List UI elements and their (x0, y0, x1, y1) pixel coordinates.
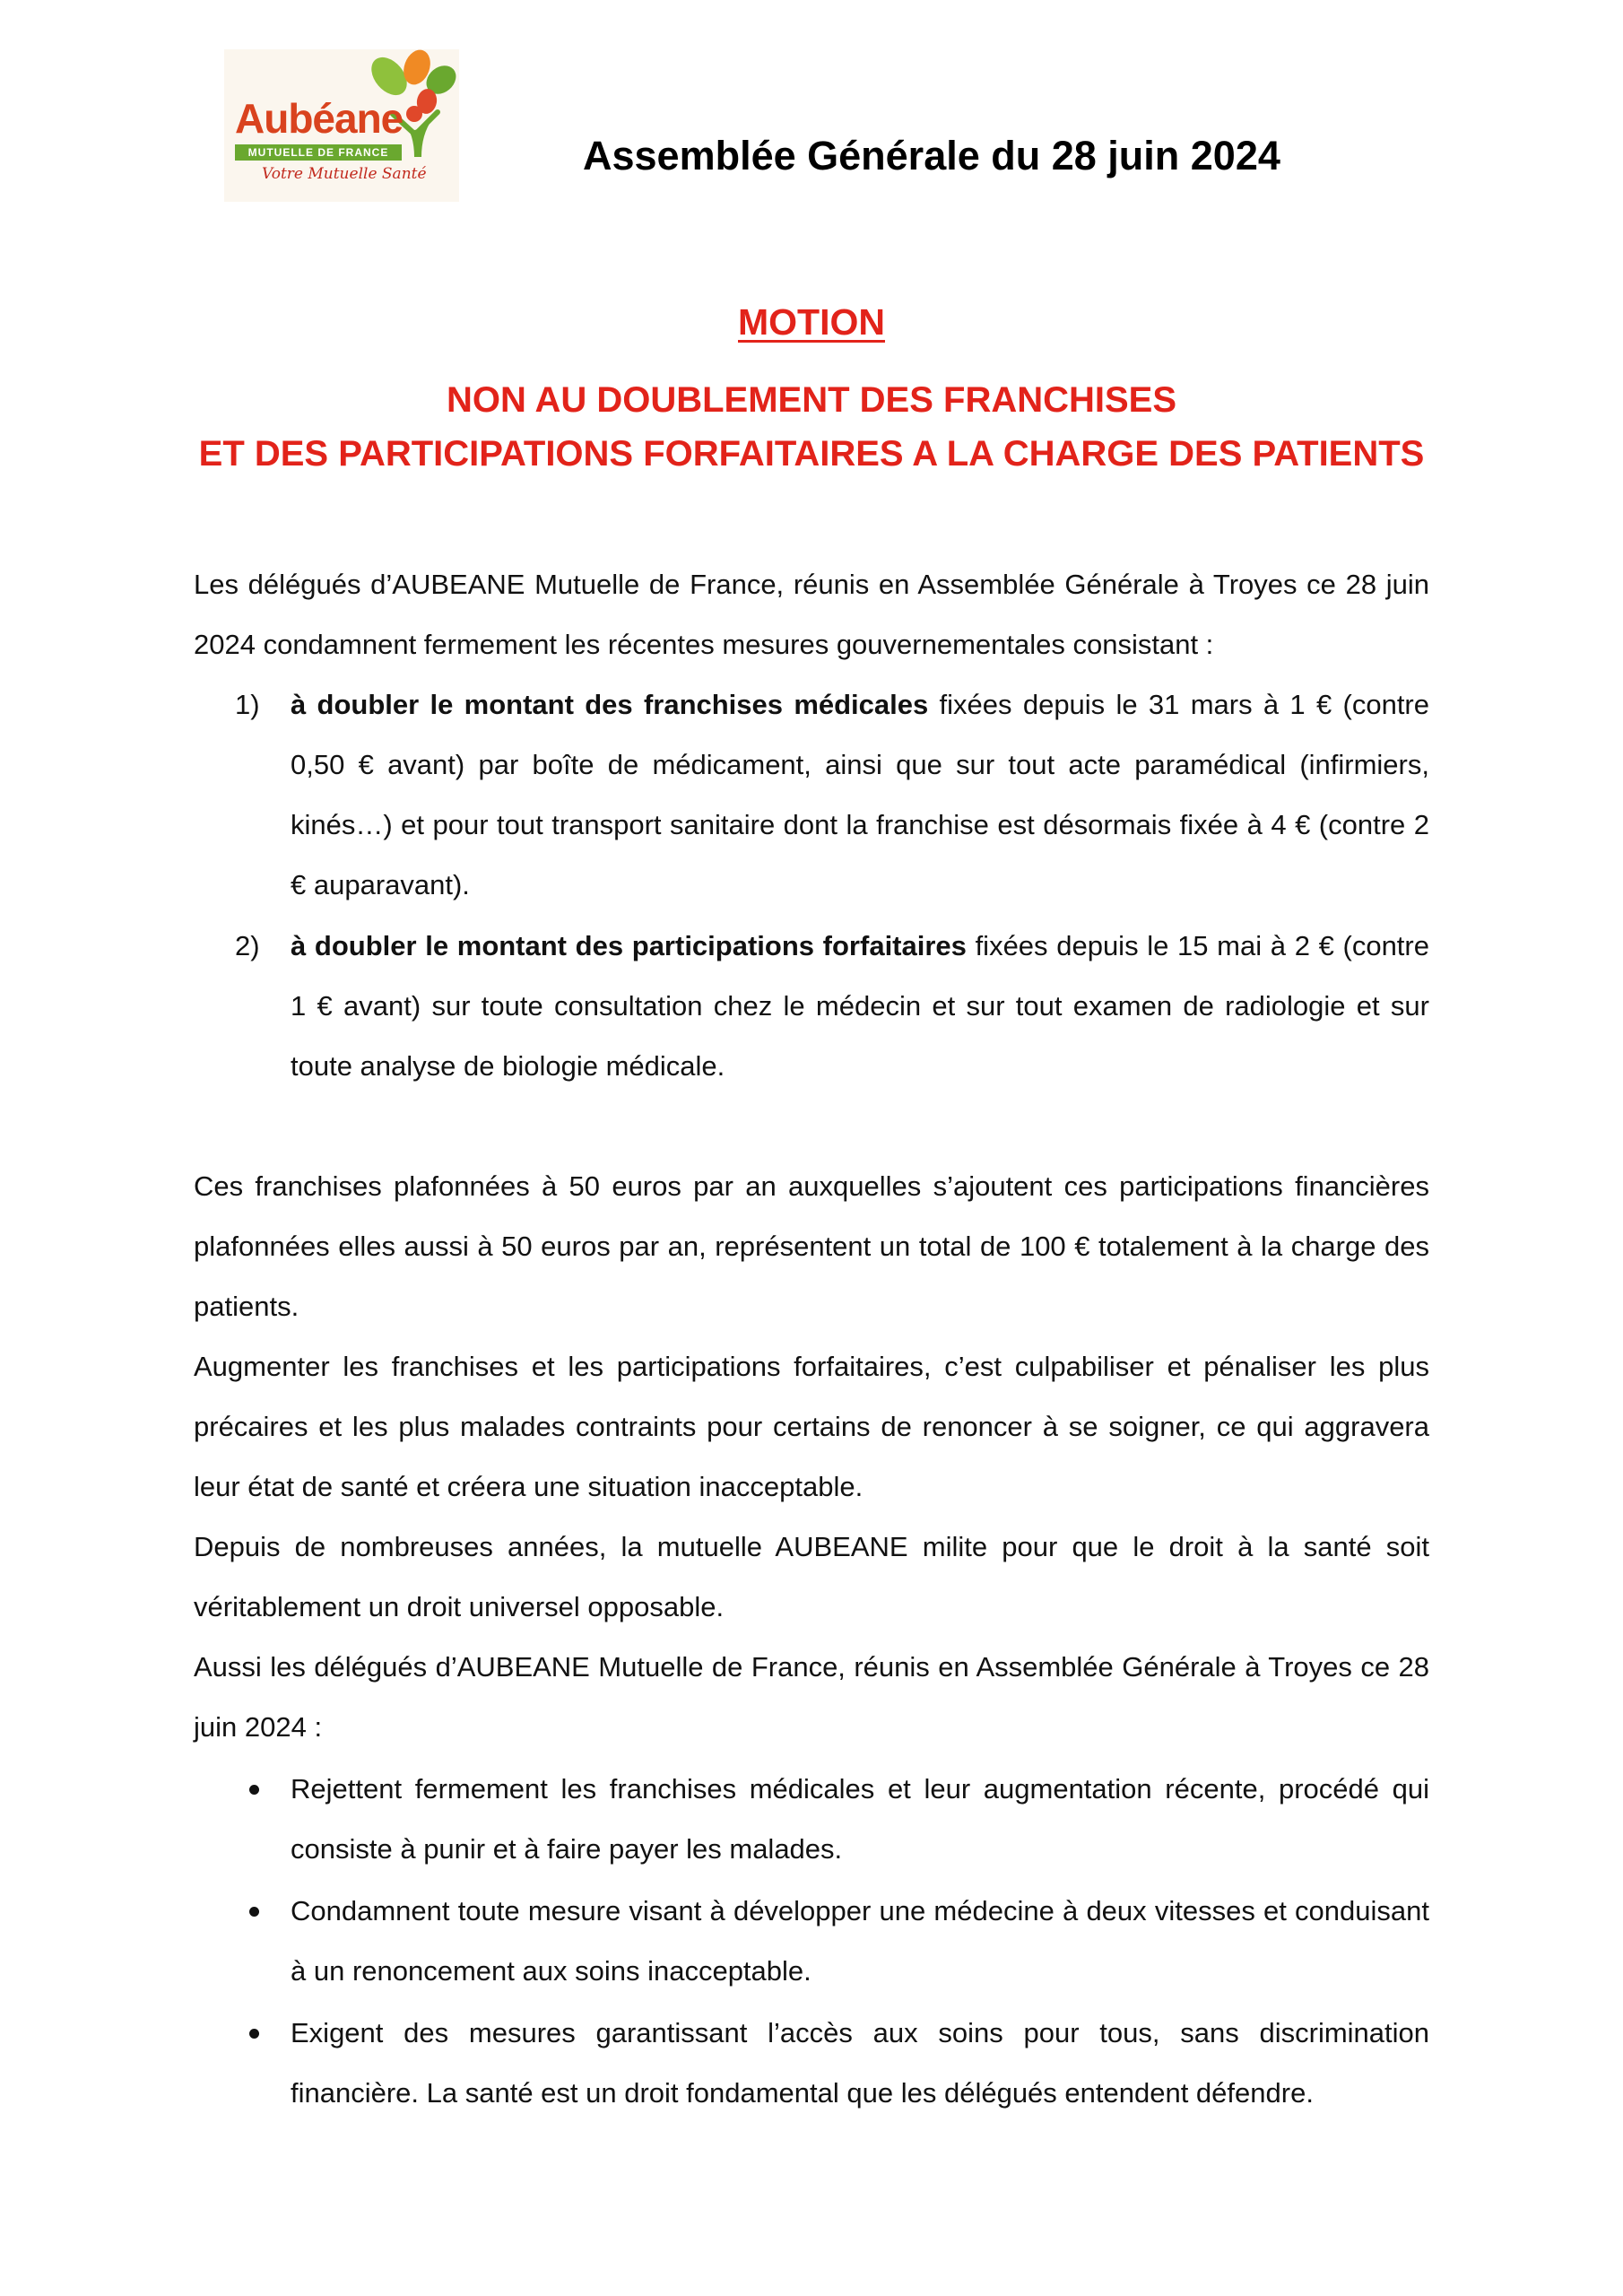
measure-item-2 (291, 916, 1429, 1096)
measure-emphasis-2: à doubler le montant des participations forfaitaires (291, 930, 967, 961)
measure-marker-1: 1) (235, 689, 260, 720)
body-paragraph-2: Augmenter les franchises et les participations forfaitaires, c’est culpabiliser et pénaliser les plus précaires et les plus malades contraints pour certains de renoncer à se soigner, ce qui aggravera leur état de santé et créera une situation inacceptable. (194, 1351, 1429, 1502)
aubeane-logo (224, 49, 459, 202)
body-paragraph-3: Depuis de nombreuses années, la mutuelle AUBEANE milite pour que le droit à la santé soit véritablement un droit universel opposable. (194, 1531, 1429, 1622)
measure-text-1: fixées depuis le 31 mars à 1 € (contre 0,50 € avant) par boîte de médicament, ainsi que sur tout acte paramédical (infirmiers, kinés…) et pour tout transport sanitaire dont la franchise est désormais fixée à 4 € (contre 2 € auparavant). (291, 689, 1429, 900)
logo-band: MUTUELLE DE FRANCE (235, 144, 402, 161)
measure-emphasis-1: à doubler le montant des franchises médicales (291, 689, 929, 720)
intro-paragraph: Les délégués d’AUBEANE Mutuelle de France, réunis en Assemblée Générale à Troyes ce 28 juin 2024 condamnent fermement les récentes mesures gouvernementales consistant : (194, 569, 1429, 660)
motion-label: MOTION (738, 301, 885, 343)
body-paragraph-1: Ces franchises plafonnées à 50 euros par an auxquelles s’ajoutent ces participations financières plafonnées elles aussi à 50 euros par an, représentent un total de 100 € totalement à la charge des patients. (194, 1170, 1429, 1322)
measure-marker-2: 2) (235, 930, 260, 961)
measure-text-2: fixées depuis le 15 mai à 2 € (contre 1 € avant) sur toute consultation chez le médecin et sur tout examen de radiologie et sur toute analyse de biologie médicale. (291, 930, 1429, 1082)
resolution-item-3: Exigent des mesures garantissant l’accès aux soins pour tous, sans discrimination financière. La santé est un droit fondamental que les délégués entendent défendre. (291, 2017, 1429, 2109)
logo-tagline: Votre Mutuelle Santé (262, 165, 427, 183)
motion-headline-line-2: ET DES PARTICIPATIONS FORFAITAIRES A LA CHARGE DES PATIENTS (198, 434, 1425, 474)
resolution-item-1: Rejettent fermement les franchises médicales et leur augmentation récente, procédé qui consiste à punir et à faire payer les malades. (291, 1773, 1429, 1865)
bullet-icon (249, 1907, 259, 1917)
bullet-icon (249, 1785, 259, 1795)
resolution-item-2: Condamnent toute mesure visant à développer une médecine à deux vitesses et conduisant à un renoncement aux soins inacceptable. (291, 1895, 1429, 1987)
body-paragraph-4: Aussi les délégués d’AUBEANE Mutuelle de France, réunis en Assemblée Générale à Troyes ce 28 juin 2024 : (194, 1651, 1429, 1743)
measure-item-1 (291, 674, 1429, 915)
bullet-icon (249, 2029, 259, 2039)
logo-name: Aubéane (235, 95, 404, 142)
page-title: Assemblée Générale du 28 juin 2024 (583, 133, 1280, 178)
motion-headline-line-1: NON AU DOUBLEMENT DES FRANCHISES (446, 380, 1177, 420)
